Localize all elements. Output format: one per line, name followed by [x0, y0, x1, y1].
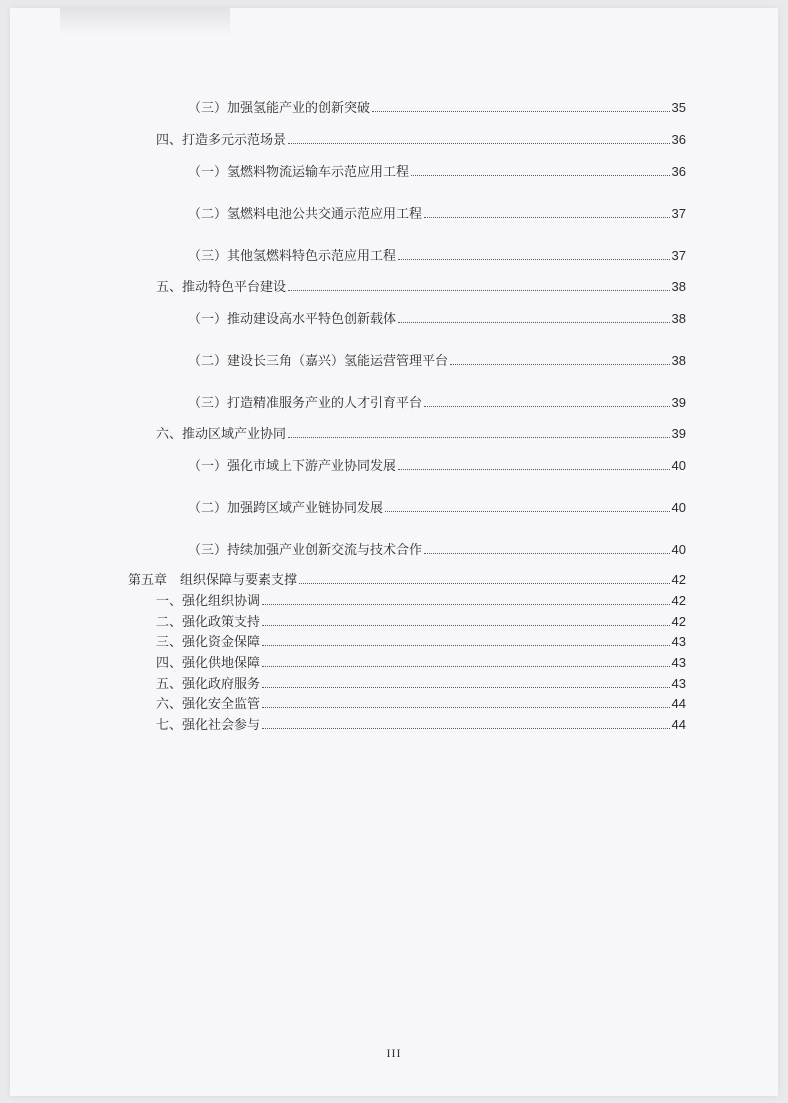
toc-leader-dots — [299, 583, 670, 584]
toc-leader-dots — [262, 604, 670, 605]
toc-entry[interactable] — [156, 696, 686, 712]
toc-leader-dots — [450, 364, 670, 365]
toc-entry-label: 四、强化供地保障 — [156, 655, 261, 670]
toc-entry-page: 43 — [671, 655, 686, 670]
toc-entry[interactable] — [156, 614, 686, 630]
toc-entry-page: 39 — [671, 426, 686, 441]
toc-entry[interactable] — [156, 132, 686, 148]
toc-leader-dots — [424, 553, 670, 554]
toc-leader-dots — [262, 666, 670, 667]
toc-chapter-entry[interactable] — [128, 572, 686, 588]
toc-entry[interactable] — [188, 311, 686, 327]
toc-entry-label: （三）其他氢燃料特色示范应用工程 — [188, 248, 397, 263]
toc-entry-label: 一、强化组织协调 — [156, 593, 261, 608]
toc-leader-dots — [288, 290, 670, 291]
toc-leader-dots — [411, 175, 670, 176]
toc-entry-label: （三）打造精准服务产业的人才引育平台 — [188, 395, 423, 410]
toc-entry[interactable] — [156, 655, 686, 671]
toc-entry-page: 38 — [671, 353, 686, 368]
toc-entry-page: 43 — [671, 676, 686, 691]
toc-entry-page: 40 — [671, 542, 686, 557]
toc-leader-dots — [262, 728, 670, 729]
toc-entry[interactable] — [188, 542, 686, 558]
toc-entry-page: 44 — [671, 696, 686, 711]
toc-leader-dots — [398, 259, 670, 260]
document-page — [10, 8, 778, 1096]
toc-entry-page: 38 — [671, 279, 686, 294]
toc-entry-page: 42 — [671, 593, 686, 608]
toc-entry[interactable] — [156, 279, 686, 295]
toc-leader-dots — [262, 707, 670, 708]
toc-leader-dots — [288, 437, 670, 438]
toc-leader-dots — [424, 406, 670, 407]
toc-entry-page: 37 — [671, 248, 686, 263]
toc-leader-dots — [398, 469, 670, 470]
toc-entry-label: 第五章 组织保障与要素支撑 — [128, 572, 298, 587]
toc-entry[interactable] — [156, 634, 686, 650]
toc-entry-label: 七、强化社会参与 — [156, 717, 261, 732]
toc-entry-page: 38 — [671, 311, 686, 326]
toc-entry-page: 36 — [671, 164, 686, 179]
toc-entry-page: 39 — [671, 395, 686, 410]
toc-entry-page: 40 — [671, 500, 686, 515]
toc-entry[interactable] — [156, 426, 686, 442]
toc-entry[interactable] — [188, 248, 686, 264]
toc-entry-page: 42 — [671, 572, 686, 587]
toc-leader-dots — [262, 687, 670, 688]
toc-leader-dots — [372, 111, 670, 112]
toc-entry-label: 四、打造多元示范场景 — [156, 132, 287, 147]
toc-leader-dots — [424, 217, 670, 218]
toc-entry[interactable] — [156, 717, 686, 733]
page-number: III — [386, 1046, 402, 1060]
toc-entry-page: 44 — [671, 717, 686, 732]
toc-leader-dots — [262, 645, 670, 646]
toc-entry-label: （一）强化市域上下游产业协同发展 — [188, 458, 397, 473]
toc-entry[interactable] — [188, 395, 686, 411]
toc-entry-label: （一）氢燃料物流运输车示范应用工程 — [188, 164, 410, 179]
toc-entry[interactable] — [188, 164, 686, 180]
toc-leader-dots — [262, 625, 670, 626]
toc-entry[interactable] — [188, 353, 686, 369]
toc-entry[interactable] — [188, 206, 686, 222]
toc-entry[interactable] — [156, 676, 686, 692]
toc-entry-page: 37 — [671, 206, 686, 221]
toc-entry-page: 43 — [671, 634, 686, 649]
toc-entry[interactable] — [188, 458, 686, 474]
toc-entry-label: （二）加强跨区域产业链协同发展 — [188, 500, 384, 515]
toc-entry-label: 五、推动特色平台建设 — [156, 279, 287, 294]
toc-entry-page: 36 — [671, 132, 686, 147]
toc-entry-label: 六、推动区域产业协同 — [156, 426, 287, 441]
toc-entry-label: 二、强化政策支持 — [156, 614, 261, 629]
toc-entry-page: 35 — [671, 100, 686, 115]
scan-artifact — [60, 8, 230, 36]
toc-entry-label: 五、强化政府服务 — [156, 676, 261, 691]
toc-entry-page: 40 — [671, 458, 686, 473]
toc-entry-label: 三、强化资金保障 — [156, 634, 261, 649]
toc-leader-dots — [398, 322, 670, 323]
toc-entry-label: （三）持续加强产业创新交流与技术合作 — [188, 542, 423, 557]
toc-leader-dots — [288, 143, 670, 144]
toc-entry[interactable] — [188, 100, 686, 116]
toc-entry[interactable] — [188, 500, 686, 516]
toc-entry[interactable] — [156, 593, 686, 609]
toc-entry-label: （三）加强氢能产业的创新突破 — [188, 100, 371, 115]
toc-entry-label: （一）推动建设高水平特色创新载体 — [188, 311, 397, 326]
toc-entry-page: 42 — [671, 614, 686, 629]
toc-leader-dots — [385, 511, 670, 512]
toc-entry-label: （二）氢燃料电池公共交通示范应用工程 — [188, 206, 423, 221]
toc-entry-label: 六、强化安全监管 — [156, 696, 261, 711]
toc-entry-label: （二）建设长三角（嘉兴）氢能运营管理平台 — [188, 353, 449, 368]
